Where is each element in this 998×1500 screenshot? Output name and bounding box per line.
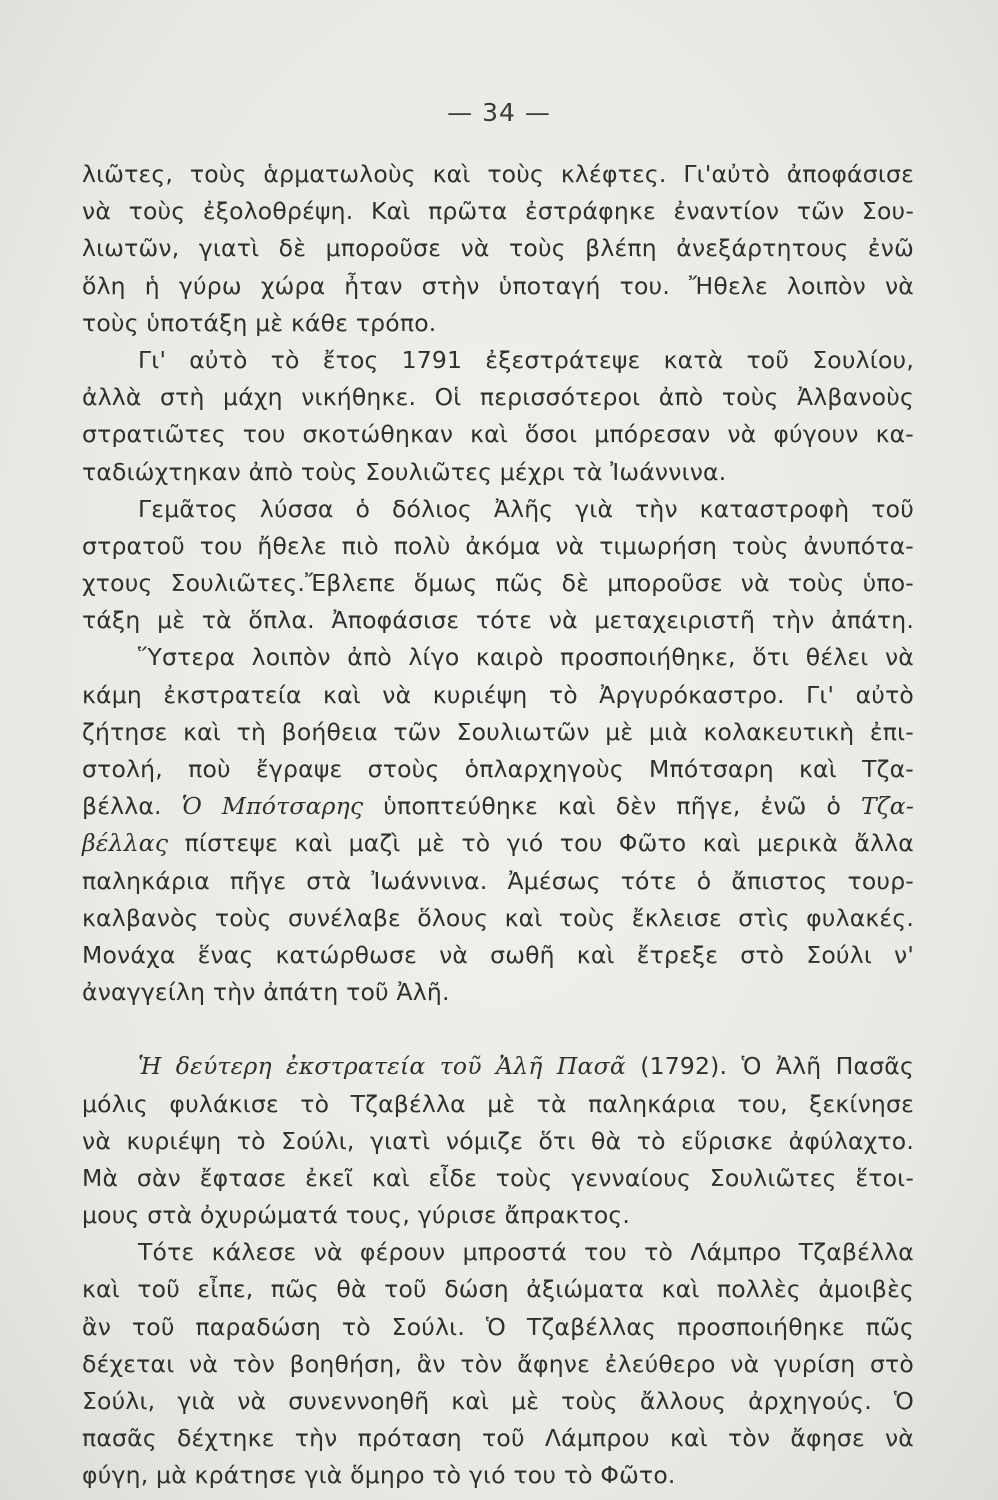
text-line: ὅλη ἡ γύρω χώρα ἦταν στὴν ὑποταγή του. Ἤθελε λοιπὸν νὰ bbox=[82, 271, 914, 300]
text-run: βέλλα. bbox=[82, 792, 182, 821]
text-line: καλβανὸς τοὺς συνέλαβε ὅλους καὶ τοὺς ἔκλεισε στὶς φυλακές. bbox=[82, 903, 914, 932]
text-line: Ὕστερα λοιπὸν ἀπὸ λίγο καιρὸ προσποιήθηκε, ὅτι θέλει νὰ bbox=[138, 643, 914, 672]
section-gap bbox=[82, 1011, 914, 1048]
text-line: δέχεται νὰ τὸν βοηθήση, ἂν τὸν ἄφηνε ἐλεύθερο νὰ γυρίση στὸ bbox=[82, 1349, 914, 1378]
text-line: Σούλι, γιὰ νὰ συνεννοηθῆ καὶ μὲ τοὺς ἄλλους ἀρχηγούς. Ὁ bbox=[82, 1387, 914, 1415]
text-line: ζήτησε καὶ τὴ βοήθεια τῶν Σουλιωτῶν μὲ μιὰ κολακευτικὴ ἐπι- bbox=[82, 717, 914, 746]
text-line: Μὰ σὰν ἔφτασε ἐκεῖ καὶ εἶδε τοὺς γενναίους Σουλιῶτες ἕτοι- bbox=[82, 1163, 914, 1192]
italic-name: βέλλας bbox=[82, 829, 169, 858]
text-line: Γεμᾶτος λύσσα ὁ δόλιος Ἀλῆς γιὰ τὴν καταστροφὴ τοῦ bbox=[138, 494, 914, 523]
text-line: Μονάχα ἕνας κατώρθωσε νὰ σωθῆ καὶ ἔτρεξε στὸ Σούλι ν' bbox=[82, 940, 914, 969]
text-line: λιῶτες, τοὺς ἁρματωλοὺς καὶ τοὺς κλέφτες. Γι'αὐτὸ ἀποφάσισε bbox=[82, 160, 914, 188]
text-line: μους στὰ ὀχυρώματά τους, γύρισε ἄπρακτος. bbox=[82, 1201, 631, 1230]
text-line: μόλις φυλάκισε τὸ Τζαβέλλα μὲ τὰ παληκάρια του, ξεκίνησε bbox=[82, 1089, 914, 1118]
text-line: ἀλλὰ στὴ μάχη νικήθηκε. Οἱ περισσότεροι ἀπὸ τοὺς Ἀλβανοὺς bbox=[82, 383, 914, 412]
text-line: πασᾶς δέχτηκε τὴν πρόταση τοῦ Λάμπρου καὶ τὸν ἄφησε νὰ bbox=[82, 1424, 914, 1453]
text-run: πίστεψε καὶ μαζὶ μὲ τὸ γιό του Φῶτο καὶ μερικὰ ἄλλα bbox=[168, 829, 914, 858]
text-line: τάξη μὲ τὰ ὅπλα. Ἀποφάσισε τότε νὰ μεταχειριστῆ τὴν ἀπάτη. bbox=[82, 606, 914, 635]
text-line: καὶ τοῦ εἶπε, πῶς θὰ τοῦ δώση ἀξιώματα καὶ πολλὲς ἀμοιβὲς bbox=[82, 1275, 914, 1304]
italic-name: Τζα- bbox=[860, 792, 914, 821]
page-number: — 34 — bbox=[447, 98, 551, 127]
text-line: Γι' αὐτὸ τὸ ἔτος 1791 ἐξεστράτεψε κατὰ τοῦ Σουλίου, bbox=[138, 345, 914, 374]
text-line: λιωτῶν, γιατὶ δὲ μποροῦσε νὰ τοὺς βλέπη ἀνεξάρτητους ἐνῶ bbox=[82, 234, 914, 263]
text-line: ἂν τοῦ παραδώση τὸ Σούλι. Ὁ Τζαβέλλας προσποιήθηκε πῶς bbox=[82, 1312, 914, 1341]
text-line: στρατιῶτες του σκοτώθηκαν καὶ ὅσοι μπόρεσαν νὰ φύγουν κα- bbox=[82, 420, 914, 449]
text-line-mixed bbox=[82, 788, 914, 825]
section-heading-line bbox=[82, 1048, 914, 1085]
text-line: στολή, ποὺ ἔγραψε στοὺς ὁπλαρχηγοὺς Μπότσαρη καὶ Τζα- bbox=[82, 755, 914, 783]
text-line: παληκάρια πῆγε στὰ Ἰωάννινα. Ἀμέσως τότε ὁ ἄπιστος τουρ- bbox=[82, 866, 914, 895]
text-line: φύγη, μὰ κράτησε γιὰ ὅμηρο τὸ γιό του τὸ Φῶτο. bbox=[82, 1461, 676, 1490]
text-line: Τότε κάλεσε νὰ φέρουν μπροστά του τὸ Λάμπρο Τζαβέλλα bbox=[138, 1238, 914, 1267]
italic-name: Ὁ Μπότσαρης bbox=[181, 792, 364, 821]
text-line: χτους Σουλιῶτες.Ἔβλεπε ὅμως πῶς δὲ μποροῦσε νὰ τοὺς ὑπο- bbox=[82, 569, 914, 598]
text-line: ἀναγγείλη τὴν ἀπάτη τοῦ Ἀλῆ. bbox=[82, 978, 450, 1007]
text-line: ταδιώχτηκαν ἀπὸ τοὺς Σουλιῶτες μέχρι τὰ Ἰωάννινα. bbox=[82, 457, 727, 486]
text-line: κάμη ἐκστρατεία καὶ νὰ κυριέψη τὸ Ἀργυρόκαστρο. Γι' αὐτὸ bbox=[82, 680, 914, 709]
text-run: (1792). Ὁ Ἀλῆ Πασᾶς bbox=[625, 1052, 914, 1081]
text-line: νὰ κυριέψη τὸ Σούλι, γιατὶ νόμιζε ὅτι θὰ τὸ εὕρισκε ἀφύλαχτο. bbox=[82, 1126, 914, 1155]
text-line: νὰ τοὺς ἐξολοθρέψη. Καὶ πρῶτα ἐστράφηκε ἐναντίον τῶν Σου- bbox=[82, 197, 914, 226]
page-body bbox=[82, 156, 914, 1495]
section-heading: Ἡ δεύτερη ἐκστρατεία τοῦ Ἀλῆ Πασᾶ bbox=[138, 1052, 626, 1081]
text-line-mixed bbox=[82, 825, 914, 862]
text-line: τοὺς ὑποτάξη μὲ κάθε τρόπο. bbox=[82, 308, 437, 337]
text-run: ὑποπτεύθηκε καὶ δὲν πῆγε, ἐνῶ ὁ bbox=[363, 792, 861, 821]
text-line: στρατοῦ του ἤθελε πιὸ πολὺ ἀκόμα νὰ τιμωρήση τοὺς ἀνυπότα- bbox=[82, 531, 914, 560]
